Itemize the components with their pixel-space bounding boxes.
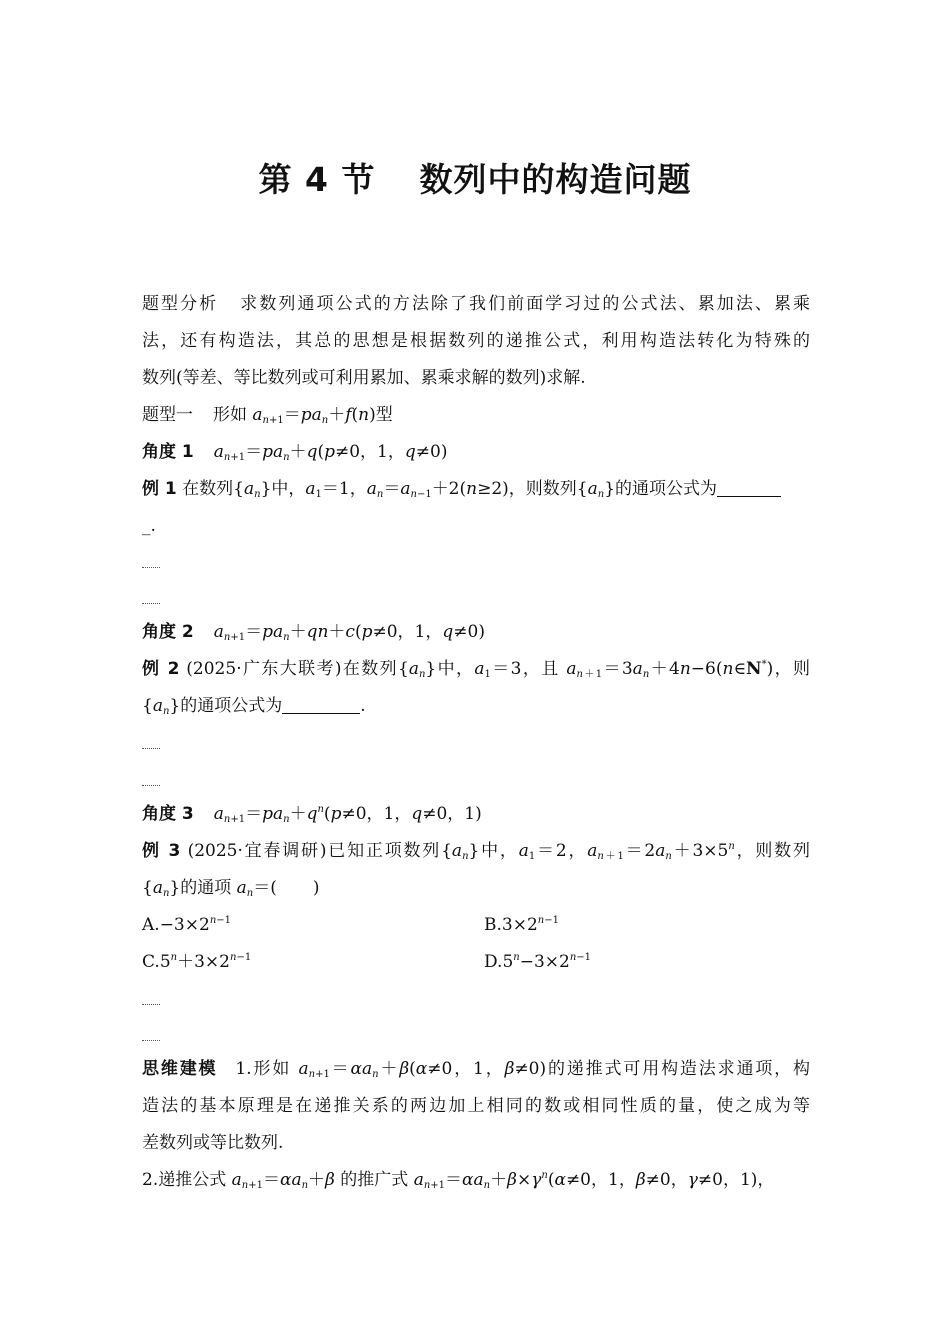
- page-title: [0, 154, 950, 201]
- option-b[interactable]: $B.3\times 2^{n-1}$: [484, 915, 559, 935]
- dotted-separator: [142, 1040, 160, 1041]
- type-one-heading: 题型一 形如 $a_{n+1}=pa_n+f(n)$型: [142, 405, 393, 426]
- type-one-suffix: 型: [375, 405, 393, 425]
- example-two-source: (2025·广东大联考): [186, 659, 342, 679]
- intro-text-1: 求数列通项公式的方法除了我们前面学习过的公式法、累加法、累乘: [238, 294, 811, 314]
- example-three-line-1: 例 3 (2025·宜春调研)已知正项数列$\{a_n\}$中，$a_1=2$，$a_{n+1}=2a_n+3\times 5^n$，则数列: [142, 841, 810, 862]
- answer-blank[interactable]: [282, 697, 360, 714]
- intro-line-2: 法，还有构造法，其总的思想是根据数列的递推公式，利用构造法转化为特殊的: [142, 331, 810, 351]
- angle-three-label: 角度 3: [142, 804, 194, 824]
- modeling-label: 思维建模: [142, 1059, 218, 1079]
- example-three-source: (2025·宜春调研): [187, 841, 327, 861]
- option-b-letter: B.: [484, 915, 502, 935]
- option-c-letter: C.: [142, 952, 160, 972]
- modeling-line-4: 2.递推公式 $a_{n+1}=\alpha a_n+\beta$ 的推广式 $a_{n+1}=\alpha a_n+\beta\times\gamma^n(\alpha\ne 0$，1，β≠0，γ≠0，1)，: [142, 1170, 775, 1191]
- dotted-separator: [142, 748, 160, 749]
- dotted-separator: [142, 603, 160, 604]
- dotted-separator: [142, 1004, 160, 1005]
- angle-one-heading: 角度 1 $a_{n+1}=pa_n+q(p\ne 0$，1，q≠0): [142, 442, 448, 463]
- section-number: 第 4 节: [258, 160, 376, 199]
- modeling-line-1: 思维建模 1.形如 $a_{n+1}=\alpha a_n+\beta(\alpha\ne 0$，1，β≠0)的递推式可用构造法求通项，构: [142, 1059, 811, 1080]
- angle-two-heading: 角度 2 $a_{n+1}=pa_n+qn+c(p\ne 0$，1，q≠0): [142, 622, 485, 643]
- angle-two-label: 角度 2: [142, 622, 194, 642]
- angle-three-heading: 角度 3 $a_{n+1}=pa_n+q^n(p\ne 0$，1，q≠0，1): [142, 804, 482, 825]
- section-name: 数列中的构造问题: [419, 160, 692, 199]
- option-a-letter: A.: [142, 915, 160, 935]
- option-a[interactable]: $A.-3\times 2^{n-1}$: [142, 915, 232, 935]
- modeling-line-3: 差数列或等比数列.: [142, 1133, 284, 1153]
- example-one-line-1: 例 1 在数列$\{a_n\}$中，$a_1=1$，$a_n=a_{n-1}+2(n\ge 2)$，则数列$\{a_n\}$的通项公式为: [142, 477, 810, 501]
- example-one-line-2: _.: [142, 516, 156, 536]
- modeling-line-2: 造法的基本原理是在递推关系的两边加上相同的数或相同性质的量，使之成为等: [142, 1096, 810, 1116]
- dotted-separator: [142, 567, 160, 568]
- option-c[interactable]: $C.5^n+3\times 2^{n-1}$: [142, 952, 252, 972]
- intro-label: 题型分析: [142, 294, 219, 314]
- intro-line-3: 数列(等差、等比数列或可利用累加、累乘求解的数列)求解.: [142, 368, 586, 388]
- example-two-line-1: 例 2 (2025·广东大联考)在数列$\{a_n\}$中，$a_1=3$，且 $a_{n+1}=3a_n+4n-6(n\in N^*)$，则: [142, 659, 810, 680]
- option-d-letter: D.: [484, 952, 503, 972]
- angle-one-label: 角度 1: [142, 442, 194, 462]
- option-d[interactable]: $D.5^n-3\times 2^{n-1}$: [484, 952, 592, 972]
- example-two-line-2: $\{a_n\}$的通项公式为 .: [142, 696, 366, 717]
- dotted-separator: [142, 785, 160, 786]
- example-three-label: 例 3: [142, 841, 181, 861]
- answer-blank[interactable]: [717, 480, 781, 497]
- example-two-label: 例 2: [142, 659, 180, 679]
- type-one-text: 形如: [213, 405, 247, 425]
- type-one-label: 题型一: [142, 405, 193, 425]
- intro-line-1: [142, 292, 810, 316]
- example-three-line-2: $\{a_n\}$的通项 $a_n=$( ): [142, 878, 320, 899]
- example-one-label: 例 1: [142, 479, 177, 499]
